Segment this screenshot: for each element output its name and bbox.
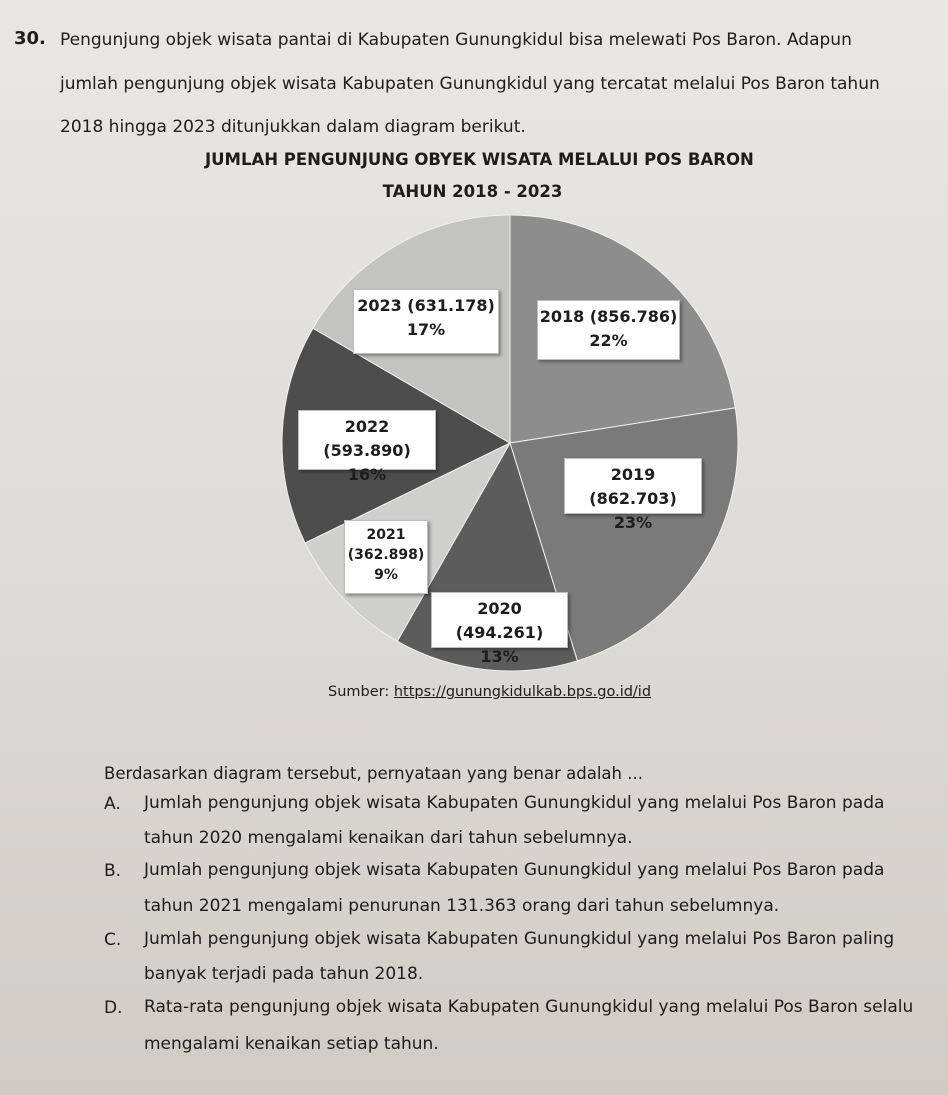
data-label-2018 (537, 300, 680, 360)
data-label-2019 (564, 458, 702, 532)
label-percent-2019: 23% (613, 513, 653, 532)
label-value-2020: (494.261) (455, 623, 544, 642)
option-b-line-2: tahun 2021 mengalami penurunan 131.363 orang dari tahun sebelumnya. (144, 896, 780, 916)
label-percent-2020: 13% (480, 647, 519, 666)
data-label-2020 (431, 592, 568, 666)
option-c-letter[interactable]: C. (104, 930, 122, 950)
label-year-2019: 2019 (610, 465, 656, 484)
chart-title: JUMLAH PENGUNJUNG OBYEK WISATA MELALUI POS BARON (205, 150, 754, 169)
label-year-2021: 2021 (366, 527, 406, 543)
label-year-2023: 2023 (357, 296, 402, 315)
data-label-2022 (298, 410, 436, 484)
label-percent-2023: 17% (406, 320, 446, 339)
source-label: Sumber: (328, 684, 390, 700)
label-value-2023: (631.178) (407, 296, 495, 315)
label-year-2018: 2018 (539, 307, 585, 326)
option-a-letter[interactable]: A. (104, 794, 121, 814)
chart-subtitle: TAHUN 2018 - 2023 (382, 182, 563, 201)
label-year-2020: 2020 (477, 599, 522, 618)
question-number: 30. (14, 28, 46, 49)
label-percent-2022: 16% (347, 465, 387, 484)
label-value-2022: (593.890) (323, 441, 411, 460)
data-label-2023 (353, 289, 499, 354)
option-c-line-1: Jumlah pengunjung objek wisata Kabupaten Gunungkidul yang melalui Pos Baron paling (144, 929, 895, 949)
data-label-2021 (344, 520, 428, 594)
option-d-line-2: mengalami kenaikan setiap tahun. (144, 1034, 439, 1054)
question-line-3: 2018 hingga 2023 ditunjukkan dalam diagram berikut. (60, 117, 526, 137)
option-b-line-1: Jumlah pengunjung objek wisata Kabupaten Gunungkidul yang melalui Pos Baron pada (144, 860, 885, 880)
option-a-line-1: Jumlah pengunjung objek wisata Kabupaten Gunungkidul yang melalui Pos Baron pada (144, 793, 885, 813)
question-line-2: jumlah pengunjung objek wisata Kabupaten Gunungkidul yang tercatat melalui Pos Baron tahun (60, 74, 880, 94)
question-prompt: Berdasarkan diagram tersebut, pernyataan yang benar adalah ... (104, 764, 643, 783)
option-d-line-1: Rata-rata pengunjung objek wisata Kabupaten Gunungkidul yang melalui Pos Baron selalu (144, 997, 914, 1017)
label-value-2018: (856.786) (589, 307, 678, 326)
source-url-link[interactable]: https://gunungkidulkab.bps.go.id/id (393, 684, 652, 700)
option-a-line-2: tahun 2020 mengalami kenaikan dari tahun sebelumnya. (144, 828, 633, 848)
option-d-letter[interactable]: D. (104, 998, 123, 1018)
option-b-letter[interactable]: B. (104, 861, 122, 881)
label-value-2021: (362.898) (347, 547, 425, 563)
label-percent-2018: 22% (589, 331, 628, 350)
source-line (328, 684, 651, 700)
option-c-line-2: banyak terjadi pada tahun 2018. (144, 964, 424, 984)
label-year-2022: 2022 (344, 417, 390, 436)
question-line-1: Pengunjung objek wisata pantai di Kabupaten Gunungkidul bisa melewati Pos Baron. Adapun (60, 30, 852, 50)
label-percent-2021: 9% (374, 567, 398, 583)
label-value-2019: (862.703) (589, 489, 677, 508)
